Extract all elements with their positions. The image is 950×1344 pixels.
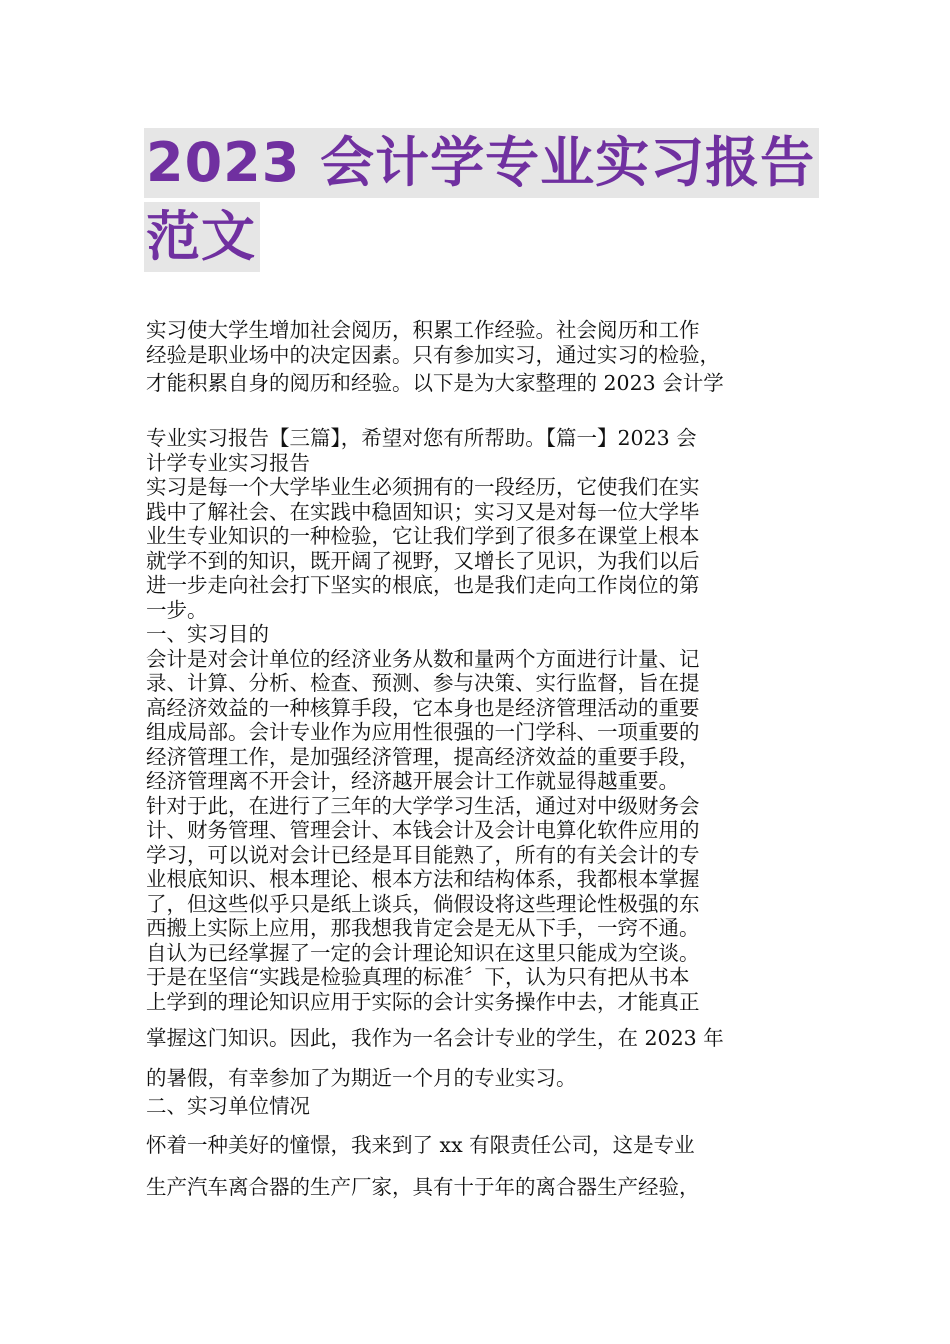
title-line-1: 2023 会计学专业实习报告 — [144, 128, 819, 198]
text-line: 高经济效益的一种核算手段，它本身也是经济管理活动的重要 — [146, 695, 700, 720]
section-heading: 一、实习目的 — [146, 622, 269, 646]
text-line: 针对于此，在进行了三年的大学学习生活，通过对中级财务会 — [146, 793, 700, 818]
text-line: 学习，可以说对会计已经是耳目能熟了，所有的有关会计的专 — [146, 842, 700, 867]
text-line: 一步。 — [146, 597, 208, 622]
text-line: 的暑假，有幸参加了为期近一个月的专业实习。 — [146, 1066, 577, 1090]
text-line: 经济管理工作，是加强经济管理，提高经济效益的重要手段， — [146, 744, 700, 769]
text-line: 上学到的理论知识应用于实际的会计实务操作中去，才能真正 — [146, 989, 700, 1014]
text-line: 经验是职业场中的决定因素。只有参加实习，通过实习的检验， — [146, 342, 720, 367]
text-line: 组成局部。会计专业作为应用性很强的一门学科、一项重要的 — [146, 720, 700, 744]
text-line: 会计是对会计单位的经济业务从数和量两个方面进行计量、记 — [146, 646, 700, 671]
text-line: 进一步走向社会打下坚实的根底，也是我们走向工作岗位的第 — [146, 573, 700, 597]
text-line: 业根底知识、根本理论、根本方法和结构体系，我都根本掌握 — [146, 867, 700, 891]
text-line: 掌握这门知识。因此，我作为一名会计专业的学生，在 2023 年 — [146, 1026, 724, 1050]
text-line: 自认为已经掌握了一定的会计理论知识在这里只能成为空谈。 — [146, 940, 700, 965]
document-body — [146, 318, 810, 1203]
text-line: 了，但这些似乎只是纸上谈兵，倘假设将这些理论性极强的东 — [146, 891, 700, 916]
text-line: 实习使大学生增加社会阅历，积累工作经验。社会阅历和工作 — [146, 318, 700, 342]
text-line: 计、财务管理、管理会计、本钱会计及会计电算化软件应用的 — [146, 818, 700, 842]
text-line: 业生专业知识的一种检验，它让我们学到了很多在课堂上根本 — [146, 524, 700, 548]
section-heading: 二、实习单位情况 — [146, 1094, 310, 1118]
document-title — [144, 128, 814, 276]
text-line: 于是在坚信“实践是检验真理的标准〞下，认为只有把从书本 — [146, 965, 690, 989]
text-line: 实习是每一个大学毕业生必须拥有的一段经历，它使我们在实 — [146, 475, 700, 499]
text-line: 才能积累自身的阅历和经验。以下是为大家整理的 2023 会计学 — [146, 371, 724, 395]
text-line: 经济管理离不开会计，经济越开展会计工作就显得越重要。 — [146, 769, 679, 793]
text-line: 怀着一种美好的憧憬，我来到了 xx 有限责任公司，这是专业 — [146, 1132, 695, 1157]
text-line: 专业实习报告【三篇】，希望对您有所帮助。【篇一】2023 会 — [146, 426, 697, 450]
text-line: 录、计算、分析、检查、预测、参与决策、实行监督，旨在提 — [146, 671, 700, 695]
title-line-2: 范文 — [144, 202, 260, 272]
text-line: 就学不到的知识，既开阔了视野，又增长了见识，为我们以后 — [146, 548, 700, 573]
text-line: 生产汽车离合器的生产厂家，具有十于年的离合器生产经验， — [146, 1174, 700, 1199]
text-line: 西搬上实际上应用，那我想我肯定会是无从下手，一窍不通。 — [146, 916, 700, 940]
text-line: 践中了解社会、在实践中稳固知识；实习又是对每一位大学毕 — [146, 499, 700, 524]
text-line: 计学专业实习报告 — [146, 450, 310, 475]
